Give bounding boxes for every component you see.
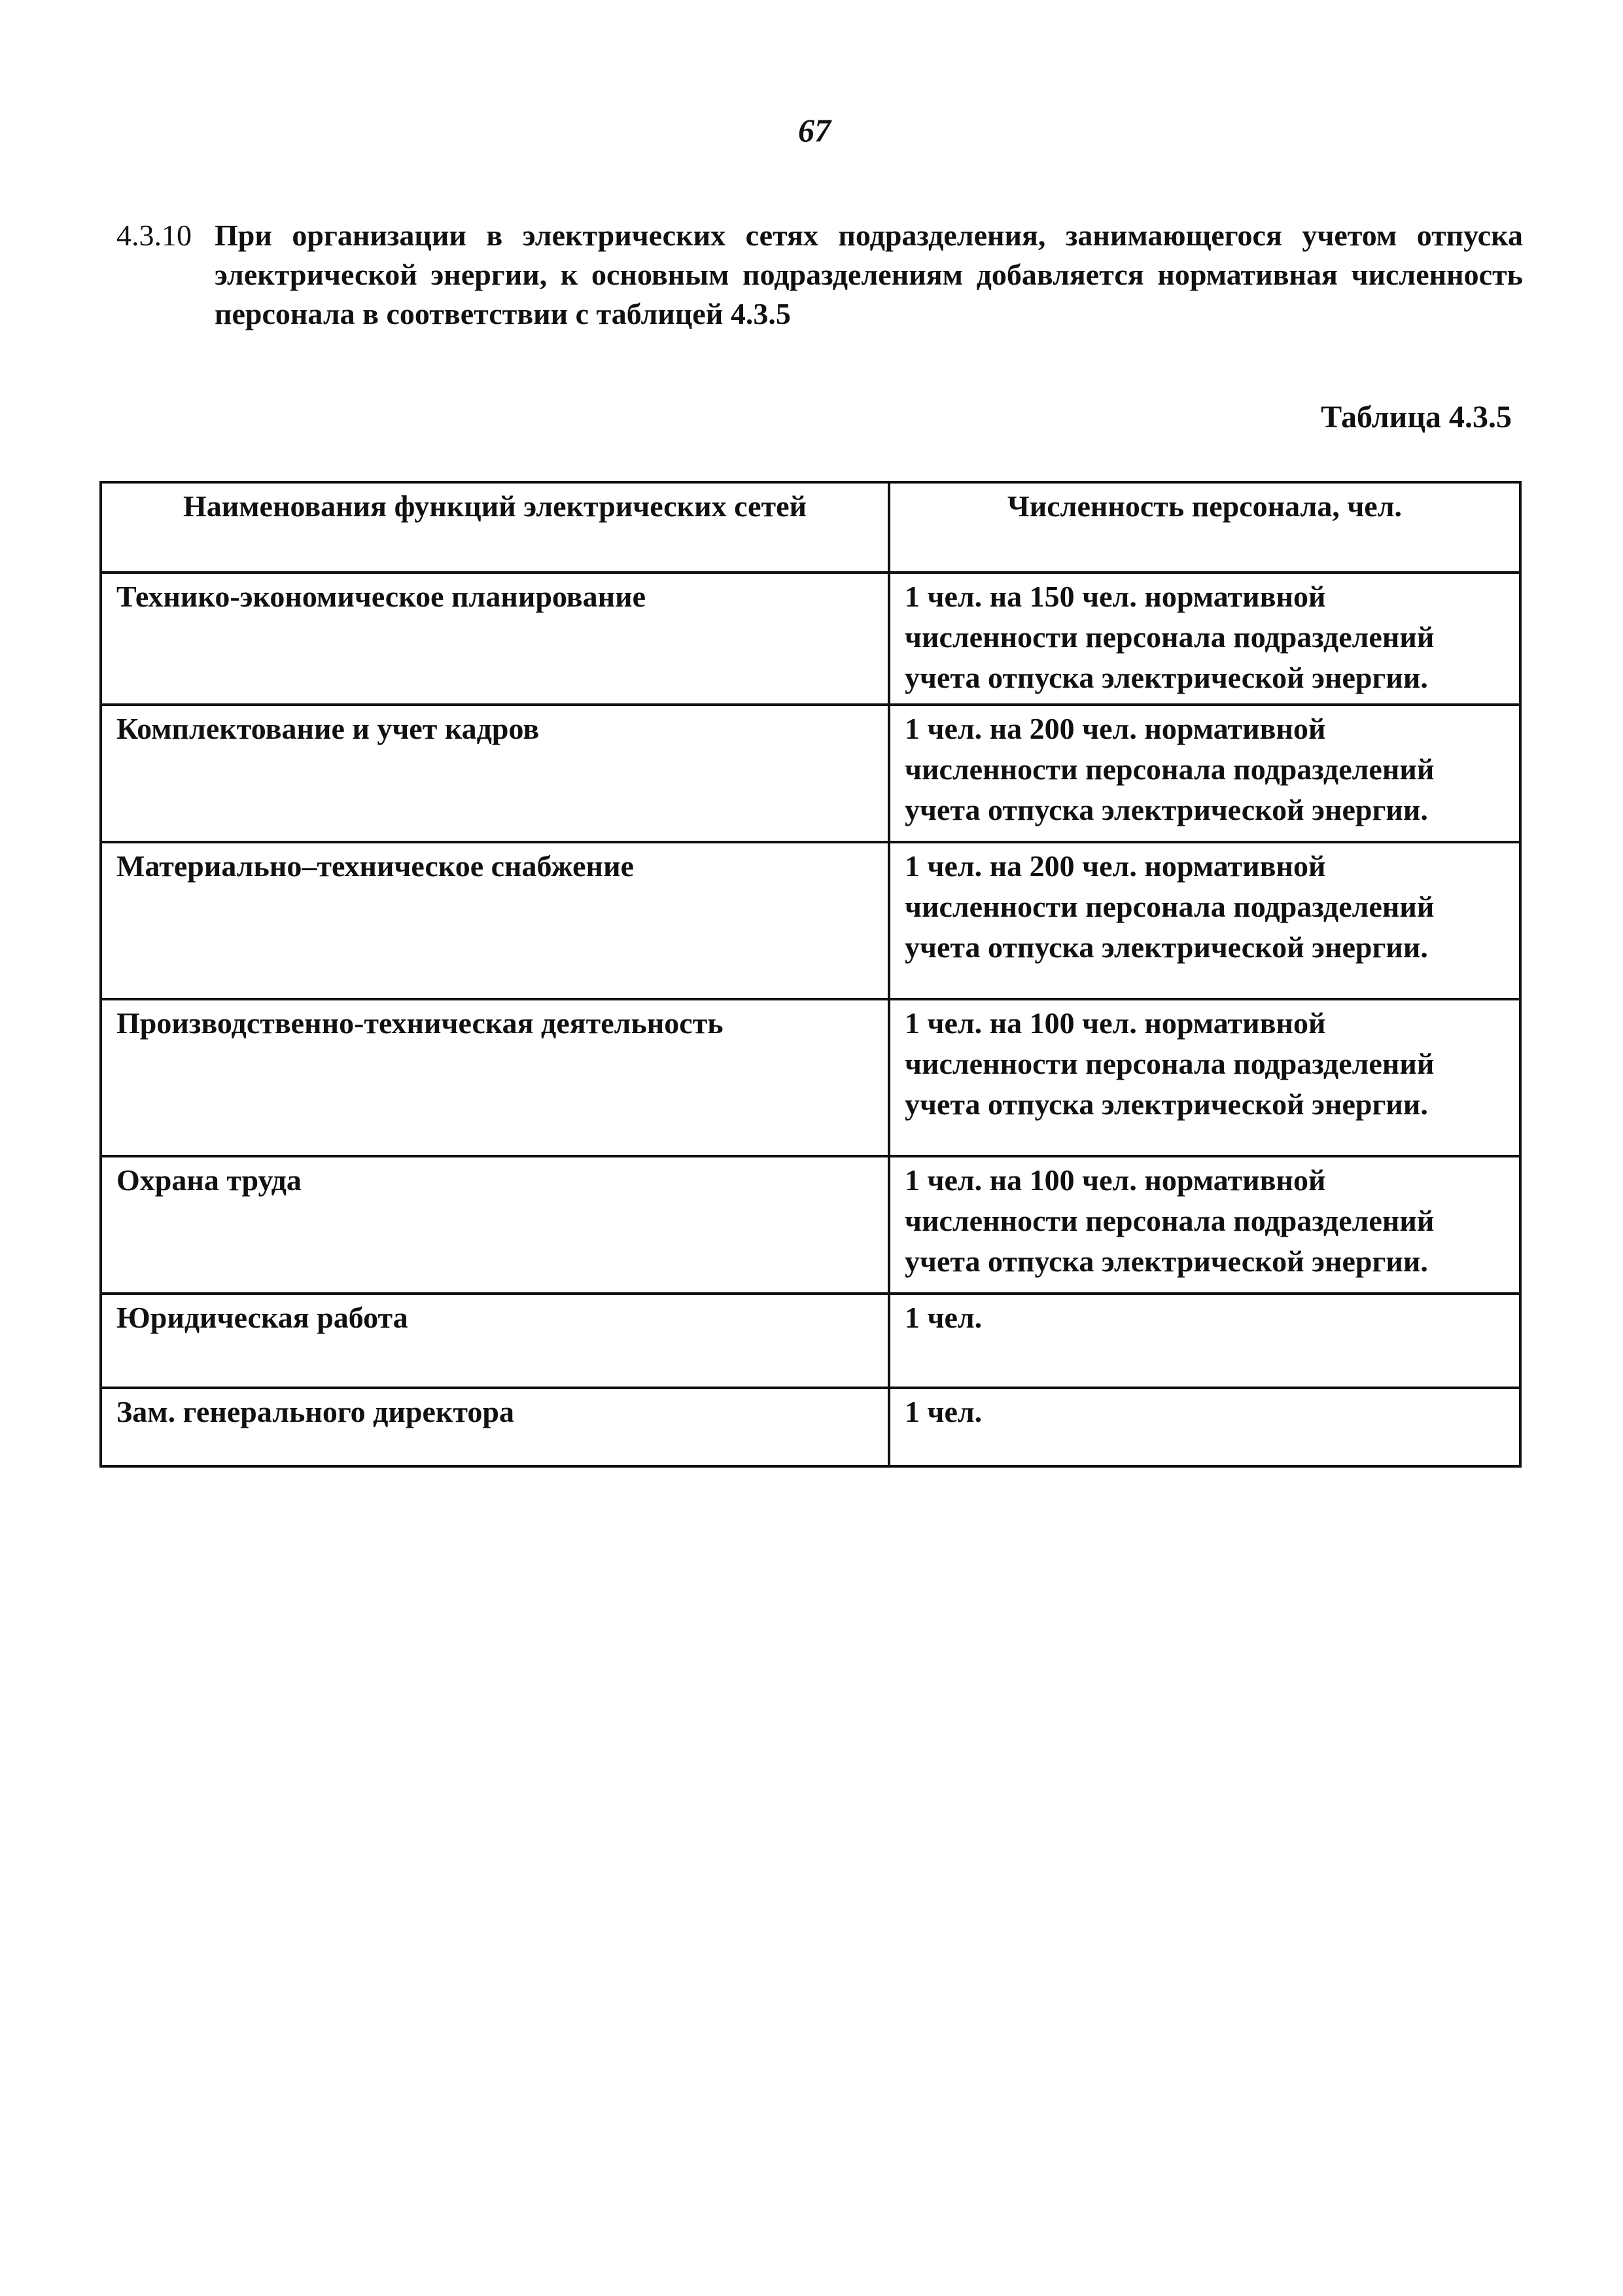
- staff-cell: 1 чел. на 150 чел. нормативной численности персонала подразделений учета отпуска электрической энергии.: [889, 573, 1520, 705]
- table-caption: Таблица 4.3.5: [1321, 400, 1512, 434]
- table-row: [101, 999, 1520, 1156]
- table-row: [101, 842, 1520, 999]
- paragraph-number: 4.3.10: [116, 219, 192, 252]
- function-cell: Охрана труда: [101, 1156, 889, 1294]
- function-cell: Комплектование и учет кадров: [101, 705, 889, 842]
- header-staff: Численность персонала, чел.: [889, 482, 1520, 573]
- table-row: [101, 705, 1520, 842]
- paragraph-4-3-10: [116, 216, 1523, 334]
- staff-norms-table: [99, 481, 1522, 1468]
- table-row: [101, 1388, 1520, 1466]
- table-row: [101, 1156, 1520, 1294]
- table-row: [101, 1294, 1520, 1388]
- table-row: [101, 573, 1520, 705]
- function-cell: Материально–техническое снабжение: [101, 842, 889, 999]
- header-function: Наименования функций электрических сетей: [101, 482, 889, 573]
- paragraph-text: При организации в электрических сетях подразделения, занимающегося учетом отпуска электрической энергии, к основным подразделениям добавляется нормативная численность персонала в соответствии с таблицей 4.3.5: [215, 219, 1523, 330]
- page-number: 67: [798, 112, 831, 149]
- staff-cell: 1 чел. на 100 чел. нормативной численности персонала подразделений учета отпуска электрической энергии.: [889, 999, 1520, 1156]
- function-cell: Юридическая работа: [101, 1294, 889, 1388]
- function-cell: Производственно-техническая деятельность: [101, 999, 889, 1156]
- staff-cell: 1 чел. на 200 чел. нормативной численности персонала подразделений учета отпуска электрической энергии.: [889, 705, 1520, 842]
- staff-cell: 1 чел. на 100 чел. нормативной численности персонала подразделений учета отпуска электрической энергии.: [889, 1156, 1520, 1294]
- function-cell: Технико-экономическое планирование: [101, 573, 889, 705]
- staff-cell: 1 чел. на 200 чел. нормативной численности персонала подразделений учета отпуска электрической энергии.: [889, 842, 1520, 999]
- table-header-row: [101, 482, 1520, 573]
- function-cell: Зам. генерального директора: [101, 1388, 889, 1466]
- staff-cell: 1 чел.: [889, 1388, 1520, 1466]
- staff-cell: 1 чел.: [889, 1294, 1520, 1388]
